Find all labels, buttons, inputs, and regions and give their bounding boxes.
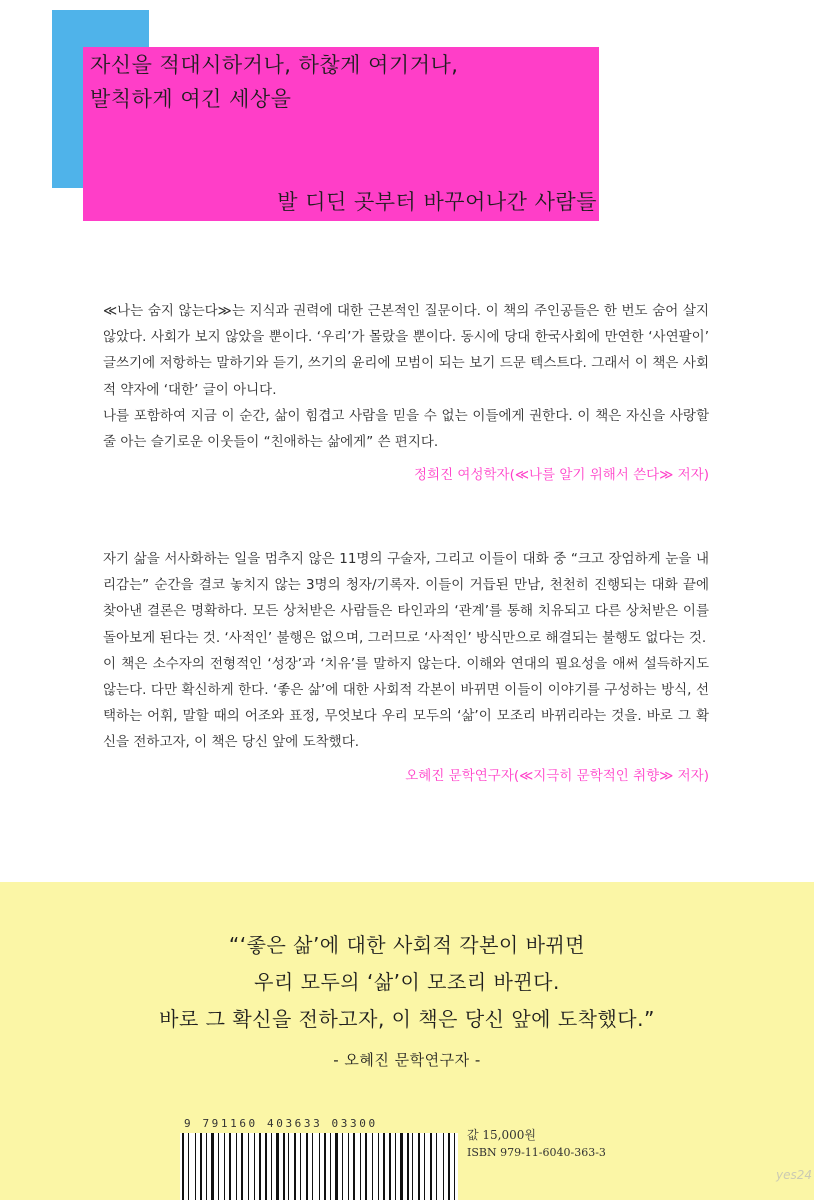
review1-paragraph-1: ≪나는 숨지 않는다≫는 지식과 권력에 대한 근본적인 질문이다. 이 책의 주인공들은 한 번도 숨어 살지 않았다. 사회가 보지 않았을 뿐이다. ‘우리’가 몰랐을 뿐이다. 동시에 당대 한국사회에 만연한 ‘사연팔이’ 글쓰기에 저항하는 말하기와 듣기, 쓰기의 윤리에 모범이 되는 보기 드문 텍스트다. 그래서 이 책은 사회적 약자에 ‘대한’ 글이 아니다. [103,303,709,398]
quote-line-2: 우리 모두의 ‘삶’이 모조리 바뀐다. [254,970,560,994]
review2-paragraph-2: 이 책은 소수자의 전형적인 ‘성장’과 ‘치유’를 말하지 않는다. 이해와 연대의 필요성을 애써 설득하지도 않는다. 다만 확신하게 한다. ‘좋은 삶’에 대한 사회적 각본이 바뀌면 이들이 이야기를 구성하는 방식, 선택하는 어휘, 말할 때의 어조와 표정, 무엇보다 우리 모두의 ‘삶’이 모조리 바뀌리라는 것을. 바로 그 확신을 전하고자, 이 책은 당신 앞에 도착했다. [103,655,709,751]
review1-signature: 정희진 여성학자(≪나를 알기 위해서 쓴다≫ 저자) [414,467,709,484]
barcode-image [180,1133,458,1200]
headline-line-1: 자신을 적대시하거나, 하찮게 여기거나, [90,53,459,77]
quote-line-1: “‘좋은 삶’에 대한 사회적 각본이 바뀌면 [228,933,586,957]
pull-quote [0,927,814,1079]
watermark: yes24 [776,1168,813,1182]
quote-line-3: 바로 그 확신을 전하고자, 이 책은 당신 앞에 도착했다.” [159,1007,655,1031]
review2-paragraph-1: 자기 삶을 서사화하는 일을 멈추지 않은 11명의 구술자, 그리고 이들이 대화 중 “크고 장엄하게 눈을 내리감는” 순간을 결코 놓치지 않는 3명의 청자/기록자. 이들이 거듭된 만남, 천천히 진행되는 대화 끝에 찾아낸 결론은 명확하다. 모든 상처받은 사람들은 타인과의 ‘관계’를 통해 치유되고 다른 상처받은 이를 돌아보게 된다는 것. ‘사적인’ 불행은 없으며, 그러므로 ‘사적인’ 방식만으로 해결되는 불행도 없다는 것. [103,551,709,646]
review-jeong-heejin [103,298,709,488]
review2-signature: 오혜진 문학연구자(≪지극히 문학적인 취향≫ 저자) [405,767,709,784]
headline [90,48,610,116]
review-oh-hyejin [103,546,709,789]
headline-right-line: 발 디딘 곳부터 바꾸어나간 사람들 [277,190,597,214]
isbn-label: ISBN 979-11-6040-363-3 [467,1146,606,1159]
price-label: 값 15,000원 [467,1128,536,1142]
review1-paragraph-2: 나를 포함하여 지금 이 순간, 삶이 힘겹고 사람을 믿을 수 없는 이들에게 권한다. 이 책은 자신을 사랑할 줄 아는 슬기로운 이웃들이 “친애하는 삶에게” 쓴 편지다. [103,407,709,451]
barcode-digits: 9 791160 403633 03300 [184,1117,378,1130]
headline-line-2: 발칙하게 여긴 세상을 [90,87,292,111]
quote-author: - 오혜진 문학연구자 - [333,1051,481,1069]
